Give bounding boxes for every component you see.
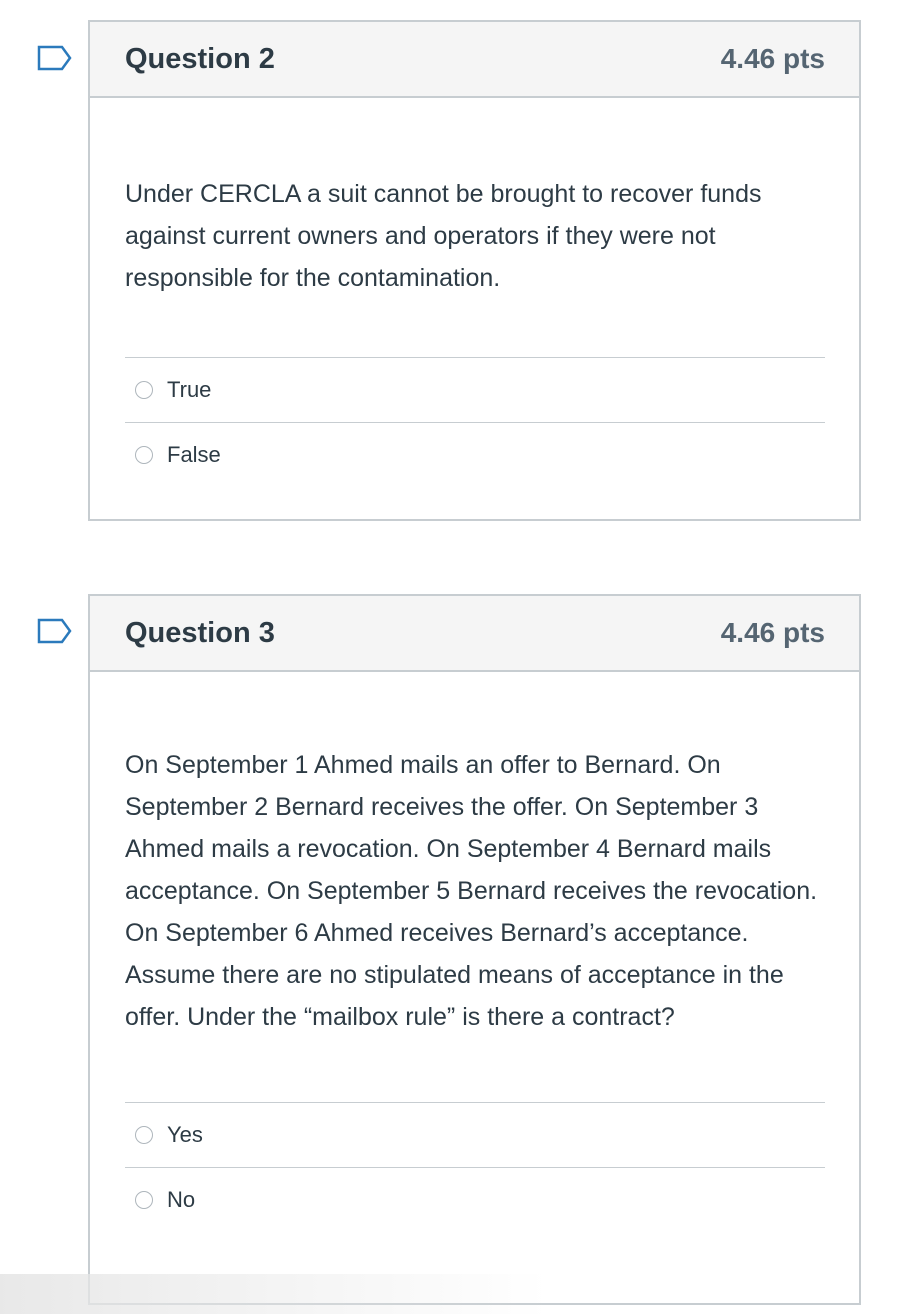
question-3-text: On September 1 Ahmed mails an offer to Bernard. On September 2 Bernard receives the offer. On September 3 Ahmed mails a revocation. On September 4 Bernard mails acceptance. On September 5 Bernard receives the revocation. On September 6 Ahmed receives Bernard’s acceptance. Assume there are no stipulated means of acceptance in the offer. Under the “mailbox rule” is there a contract? (125, 751, 818, 1031)
question-3-answers (125, 1102, 825, 1232)
question-2-title: Question 2 (125, 42, 275, 75)
radio-button[interactable] (135, 381, 153, 399)
radio-button[interactable] (135, 1191, 153, 1209)
question-3-points: 4.46 pts (720, 617, 825, 648)
radio-button[interactable] (135, 446, 153, 464)
question-2-header (90, 22, 859, 98)
question-3-title: Question 3 (125, 616, 275, 649)
answer-option-true[interactable] (125, 358, 825, 423)
question-3-header (90, 596, 859, 672)
question-3-body (90, 672, 859, 1232)
answer-option-false[interactable] (125, 423, 825, 487)
answer-option-yes[interactable] (125, 1103, 825, 1168)
answer-label: True (167, 377, 212, 402)
answer-option-no[interactable] (125, 1168, 825, 1232)
answer-label: No (167, 1187, 196, 1212)
answer-label: Yes (167, 1122, 203, 1147)
question-2-points: 4.46 pts (720, 43, 825, 74)
flag-question-3-icon[interactable] (37, 618, 73, 644)
question-3-card (88, 594, 861, 1305)
question-2-text: Under CERCLA a suit cannot be brought to recover funds against current owners and operators if they were not responsible for the contamination. (125, 180, 762, 292)
question-2-card (88, 20, 861, 521)
radio-button[interactable] (135, 1126, 153, 1144)
question-2-body (90, 98, 859, 487)
question-2-answers (125, 357, 825, 487)
answer-label: False (167, 442, 221, 467)
flag-question-2-icon[interactable] (37, 45, 73, 71)
